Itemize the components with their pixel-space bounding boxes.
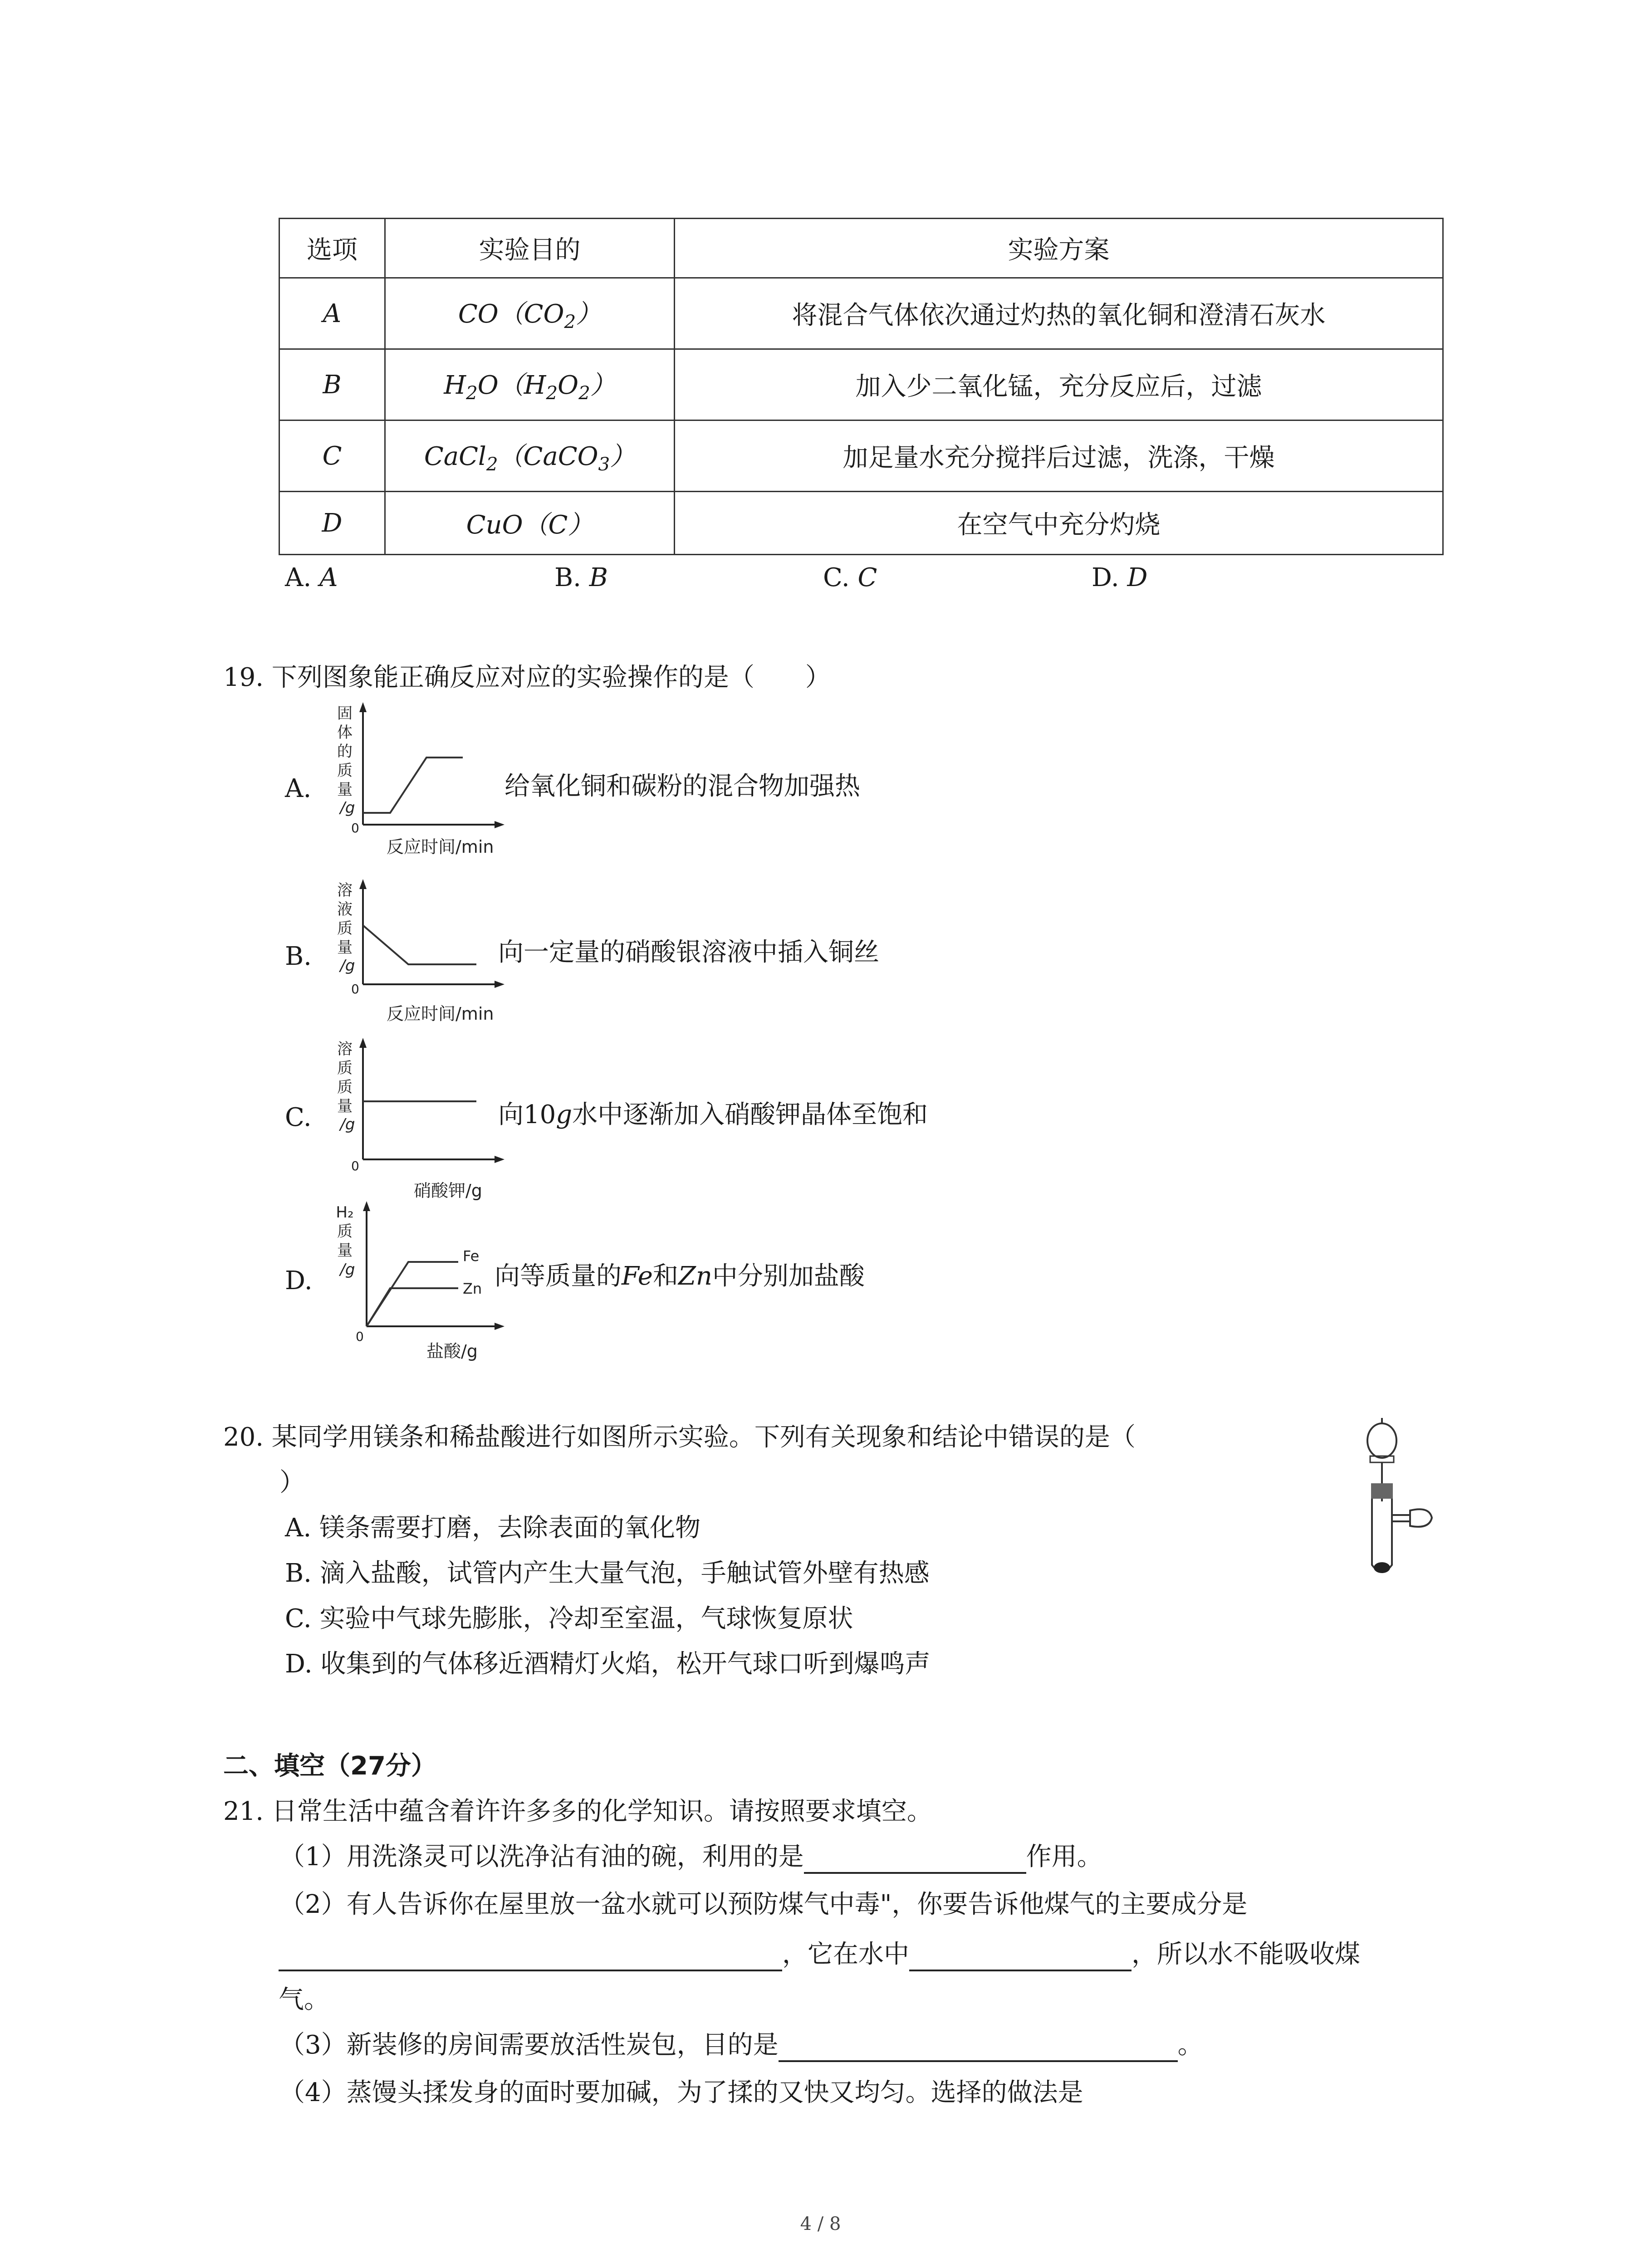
- page-number: 4 / 8: [800, 2214, 841, 2234]
- q21-part2-line2: ，它在水中 ，所以水不能吸收煤: [279, 1939, 1360, 1971]
- row-plan: 将混合气体依次通过灼热的氧化铜和澄清石灰水: [675, 278, 1443, 349]
- answer-blank-4[interactable]: [779, 2030, 1178, 2062]
- svg-text:盐酸/g: 盐酸/g: [426, 1341, 478, 1361]
- q19-option-a-label[interactable]: A.: [285, 774, 312, 803]
- svg-text:体: 体: [337, 723, 353, 742]
- row-option: C: [279, 420, 385, 492]
- answer-option-b[interactable]: B. B: [554, 563, 608, 592]
- row-purpose: CuO（C）: [385, 492, 675, 555]
- svg-text:Fe: Fe: [463, 1247, 480, 1265]
- q19-option-b-text: 向一定量的硝酸银溶液中插入铜丝: [498, 938, 879, 967]
- row-purpose: $H_2O(H_2O_2)$: [385, 349, 675, 420]
- q19-graph-c: [318, 1034, 508, 1216]
- q20-stem-line1: 20. 某同学用镁条和稀盐酸进行如图所示实验。下列有关现象和结论中错误的是（: [223, 1422, 1136, 1452]
- row-purpose: $CO(CO_2)$: [385, 278, 675, 349]
- answer-blank-1[interactable]: [804, 1842, 1026, 1874]
- svg-text:溶: 溶: [337, 1040, 353, 1058]
- svg-text:H₂: H₂: [336, 1203, 354, 1222]
- svg-text:液: 液: [337, 900, 353, 919]
- svg-text:质: 质: [337, 1222, 353, 1241]
- svg-text:质: 质: [337, 919, 353, 938]
- q19-option-c-text: 向10g水中逐渐加入硝酸钾晶体至饱和: [498, 1100, 928, 1129]
- header-option: 选项: [279, 219, 385, 278]
- row-option: D: [279, 492, 385, 555]
- table-row: [279, 420, 1443, 492]
- table-row: [279, 492, 1443, 555]
- svg-text:量: 量: [337, 1242, 353, 1260]
- svg-text:反应时间/min: 反应时间/min: [387, 837, 494, 857]
- svg-text:硝酸钾/g: 硝酸钾/g: [414, 1181, 482, 1201]
- q19-stem: 19. 下列图象能正确反应对应的实验操作的是（ ）: [223, 663, 831, 692]
- header-purpose: 实验目的: [385, 219, 675, 278]
- svg-text:的: 的: [337, 743, 353, 761]
- svg-text:反应时间/min: 反应时间/min: [387, 1004, 494, 1024]
- table-header-row: [279, 219, 1443, 278]
- row-plan: 加足量水充分搅拌后过滤，洗涤，干燥: [675, 420, 1443, 492]
- svg-text:质: 质: [337, 1078, 353, 1096]
- q19-option-d-text: 向等质量的Fe和Zn中分别加盐酸: [495, 1261, 865, 1291]
- header-plan: 实验方案: [675, 219, 1443, 278]
- table-row: [279, 278, 1443, 349]
- experiment-table: [279, 218, 1444, 555]
- q19-option-a-text: 给氧化铜和碳粉的混合物加强热: [505, 772, 860, 801]
- svg-text:/g: /g: [340, 957, 355, 975]
- svg-text:0: 0: [356, 1329, 364, 1344]
- q19-option-d-label[interactable]: D.: [285, 1266, 313, 1295]
- svg-text:0: 0: [351, 982, 359, 997]
- q21-part4: （4）蒸馒头揉发身的面时要加碱，为了揉的又快又均匀。选择的做法是: [279, 2078, 1083, 2107]
- row-purpose: CaCl$_2$（CaCO$_3$）: [385, 420, 675, 492]
- q21-part1: （1）用洗涤灵可以洗净沾有油的碗，利用的是 作用。: [279, 1842, 1102, 1874]
- answer-blank-2[interactable]: [279, 1939, 782, 1971]
- q20-option-c[interactable]: C. 实验中气球先膨胀，冷却至室温，气球恢复原状: [285, 1604, 853, 1633]
- svg-text:/g: /g: [340, 1115, 355, 1134]
- q19-option-c-label[interactable]: C.: [285, 1103, 312, 1132]
- answer-blank-3[interactable]: [909, 1939, 1132, 1971]
- svg-text:固: 固: [337, 704, 353, 723]
- svg-text:0: 0: [351, 1158, 359, 1173]
- q21-part2-line3: 气。: [279, 1985, 329, 2014]
- q19-graph-d: [318, 1198, 508, 1361]
- row-option: B: [279, 349, 385, 420]
- q21-part2-line1: （2）有人告诉你在屋里放一盆水就可以预防煤气中毒"，你要告诉他煤气的主要成分是: [279, 1890, 1248, 1919]
- table-row: [279, 349, 1443, 420]
- svg-text:量: 量: [337, 781, 353, 799]
- q21-stem: 21. 日常生活中蕴含着许许多多的化学知识。请按照要求填空。: [223, 1797, 932, 1826]
- q20-option-a[interactable]: A. 镁条需要打磨，去除表面的氧化物: [285, 1513, 701, 1543]
- answer-option-c[interactable]: C. C: [823, 563, 877, 592]
- svg-text:量: 量: [337, 938, 353, 957]
- row-plan: 加入少二氧化锰，充分反应后，过滤: [675, 349, 1443, 420]
- section-title: 二、填空（27分）: [223, 1751, 436, 1781]
- q19-graph-a: [318, 699, 508, 889]
- q19-option-b-label[interactable]: B.: [285, 942, 312, 971]
- q20-stem-line2: ）: [279, 1468, 305, 1497]
- svg-text:0: 0: [351, 821, 359, 836]
- svg-text:质: 质: [337, 1059, 353, 1077]
- svg-text:量: 量: [337, 1097, 353, 1115]
- q21-part3: （3）新装修的房间需要放活性炭包，目的是 。: [279, 2030, 1203, 2062]
- svg-text:溶: 溶: [337, 881, 353, 899]
- answer-option-d[interactable]: D. D: [1092, 563, 1148, 592]
- q20-option-d[interactable]: D. 收集到的气体移近酒精灯火焰，松开气球口听到爆鸣声: [285, 1649, 931, 1679]
- q20-option-b[interactable]: B. 滴入盐酸，试管内产生大量气泡，手触试管外壁有热感: [285, 1559, 930, 1588]
- answer-option-a[interactable]: A. A: [285, 563, 338, 592]
- row-plan: 在空气中充分灼烧: [675, 492, 1443, 555]
- svg-text:质: 质: [337, 762, 353, 780]
- svg-text:/g: /g: [340, 799, 355, 817]
- svg-text:Zn: Zn: [463, 1280, 482, 1297]
- q19-graph-b: [318, 875, 508, 1057]
- test-tube-apparatus-icon: [1352, 1415, 1443, 1588]
- svg-text:/g: /g: [340, 1261, 355, 1279]
- row-option: A: [279, 278, 385, 349]
